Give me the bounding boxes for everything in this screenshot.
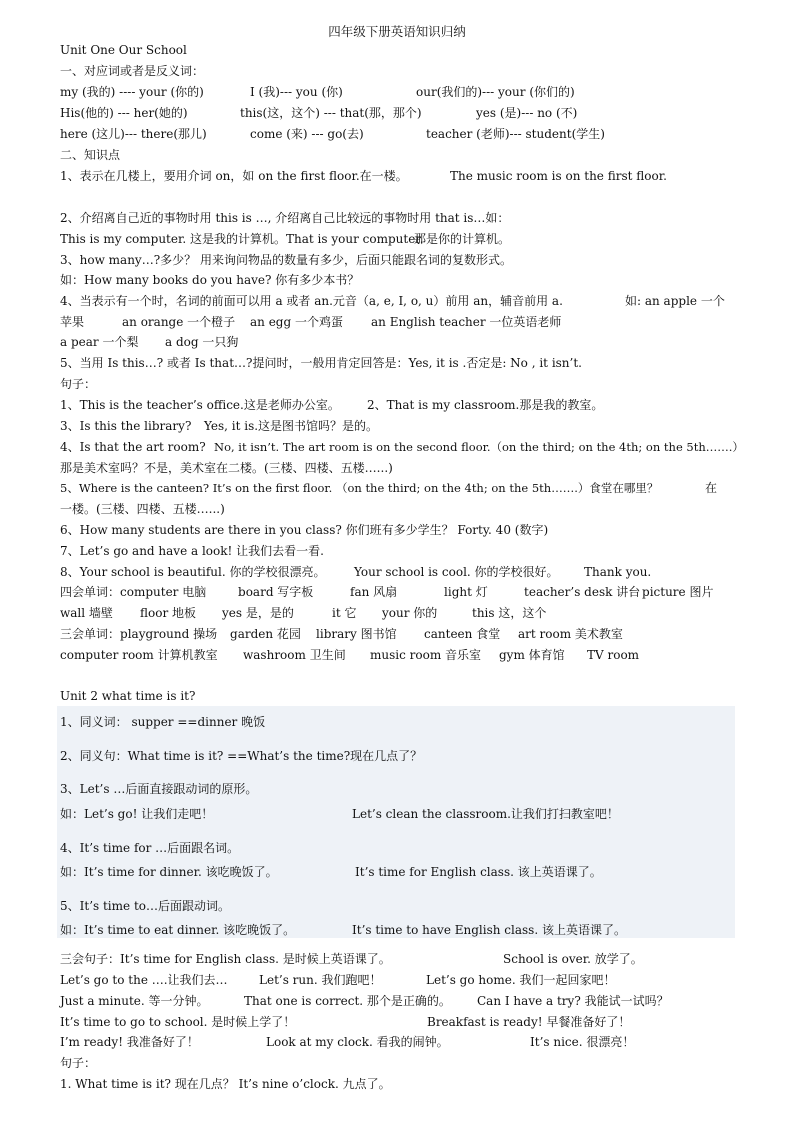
phrase-line (60, 972, 615, 988)
sentence: 5、Where is the canteen? It’s on the first floor. （on the third; on the 4th; on the 5th…….）食堂在哪里？ (60, 481, 659, 495)
opposite-pair: our(我们的)--- your (你们的) (416, 85, 575, 99)
example-text: 如：It’s time to eat dinner. 该吃晚饭了。 (60, 923, 296, 937)
example-text: Let’s clean the classroom.让我们打扫教室吧！ (352, 807, 619, 821)
vocab-item: fan 风扇 (350, 585, 398, 599)
vocab-item: computer room 计算机教室 (60, 648, 218, 662)
sentence: Yes, it is.这是图书馆吗？是的。 (204, 419, 379, 433)
sentence: 4、Is that the art room? (60, 440, 206, 454)
opposites-row (60, 105, 577, 121)
sentence: 3、Is this the library? (60, 419, 192, 433)
vocab-item: garden 花园 (230, 627, 301, 641)
grammar-point: 5、It’s time to…后面跟动词。 (60, 899, 230, 913)
vocab-label: 四会单词： (60, 585, 121, 599)
phrase: Look at my clock. 看我的闹钟。 (266, 1035, 449, 1049)
vocab-item: teacher’s desk 讲台 (524, 585, 641, 599)
sentence: 2、That is my classroom.那是我的教室。 (367, 398, 604, 412)
phrase: Just a minute. 等一分钟。 (60, 994, 209, 1008)
article-example: a dog 一只狗 (165, 335, 239, 349)
sentence-line: 1. What time is it? 现在几点？ It’s nine o’clock. 九点了。 (60, 1077, 391, 1091)
vocab-label: 三会单词： (60, 627, 121, 641)
phrase: It’s nice. 很漂亮！ (530, 1035, 635, 1049)
vocab-item: light 灯 (444, 585, 488, 599)
phrase-line (60, 1014, 630, 1030)
vocab-row (60, 605, 546, 621)
example-text: 如：It’s time for dinner. 该吃晚饭了。 (60, 865, 278, 879)
grammar-point: 1、同义词： supper ==dinner 晚饭 (60, 715, 266, 729)
sentence: Your school is cool. 你的学校很好。 (354, 565, 559, 579)
vocab-item: picture 图片 (642, 585, 714, 599)
unit2-heading: Unit 2 what time is it? (60, 689, 196, 703)
opposites-row (60, 84, 575, 100)
sentence-line: 那是美术室吗？不是，美术室在二楼。(三楼、四楼、五楼…...) (60, 461, 393, 475)
vocab-item: yes 是，是的 (222, 606, 294, 620)
phrase-line (60, 993, 669, 1009)
sentence-line (60, 439, 744, 455)
sentence-line (60, 480, 717, 496)
sentence-line (60, 564, 651, 580)
opposite-pair: this(这，这个) --- that(那，那个) (240, 106, 422, 120)
example-text: 如：Let’s go! 让我们走吧！ (60, 807, 214, 821)
grammar-example (60, 864, 602, 880)
vocab-item: canteen 食堂 (424, 627, 501, 641)
knowledge-point (60, 168, 667, 184)
vocab-item: playground 操场 (120, 627, 218, 641)
knowledge-example: The music room is on the first floor. (450, 169, 667, 183)
grammar-example (60, 922, 626, 938)
example-text: This is my computer. 这是我的计算机。That is your computer. (60, 232, 424, 246)
opposite-pair: my (我的) ---- your (你的) (60, 85, 204, 99)
phrases-label: 三会句子： (60, 952, 121, 966)
knowledge-example (60, 231, 510, 247)
phrase: School is over. 放学了。 (503, 952, 643, 966)
article-example: 苹果 (60, 315, 85, 329)
vocab-item: art room 美术教室 (518, 627, 623, 641)
phrase-line (60, 951, 643, 967)
phrase: That one is correct. 那个是正确的。 (244, 994, 451, 1008)
opposite-pair: come (来) --- go(去) (250, 127, 364, 141)
knowledge-example: 如：How many books do you have? 你有多少本书？ (60, 273, 360, 287)
phrase: Can I have a try? 我能试一试吗？ (477, 994, 669, 1008)
vocab-item: library 图书馆 (316, 627, 397, 641)
vocab-item: washroom 卫生间 (243, 648, 346, 662)
sentences-heading: 句子： (60, 1056, 97, 1070)
knowledge-heading: 二、知识点 (60, 148, 121, 162)
phrase-line (60, 1034, 634, 1050)
vocab-item: music room 音乐室 (370, 648, 482, 662)
sentences-heading: 句子： (60, 377, 97, 391)
vocab-row (60, 584, 713, 600)
knowledge-point: 5、当用 Is this…? 或者 Is that…?提问时，一般用肯定回答是：Yes, it is .否定是: No , it isn’t. (60, 356, 582, 370)
unit1-heading: Unit One Our School (60, 43, 187, 57)
sentence: No, it isn’t. The art room is on the second floor.（on the third; on the 4th; on the 5th…….） (214, 440, 744, 454)
vocab-row (60, 626, 623, 642)
knowledge-example: 如: an apple 一个 (625, 294, 725, 308)
sentence: 8、Your school is beautiful. 你的学校很漂亮。 (60, 565, 326, 579)
grammar-point: 4、It’s time for …后面跟名词。 (60, 841, 240, 855)
knowledge-text: 1、表示在几楼上，要用介词 on，如 on the first floor.在一楼。 (60, 169, 408, 183)
vocab-item: your 你的 (382, 606, 438, 620)
sentence-line: 一楼。(三楼、四楼、五楼…...) (60, 502, 225, 516)
knowledge-point: 3、how many…?多少？ 用来询问物品的数量有多少，后面只能跟名词的复数形式。 (60, 253, 512, 267)
vocab-row (60, 647, 639, 663)
phrase: It’s time for English class. 是时候上英语课了。 (120, 952, 391, 966)
vocab-item: computer 电脑 (120, 585, 207, 599)
vocab-item: gym 体育馆 (499, 648, 565, 662)
article-example: an egg 一个鸡蛋 (250, 315, 343, 329)
opposite-pair: here (这儿)--- there(那儿) (60, 127, 207, 141)
phrase: Let’s go to the ….让我们去… (60, 973, 228, 987)
phrase: Breakfast is ready! 早餐准备好了！ (427, 1015, 631, 1029)
sentence: 1、This is the teacher’s office.这是老师办公室。 (60, 398, 340, 412)
vocab-item: wall 墙壁 (60, 606, 113, 620)
opposite-pair: yes (是)--- no (不) (476, 106, 578, 120)
article-example: an English teacher 一位英语老师 (371, 315, 562, 329)
opposite-pair: I (我)--- you (你) (250, 85, 343, 99)
phrase: I’m ready! 我准备好了！ (60, 1035, 199, 1049)
vocab-item: board 写字板 (238, 585, 314, 599)
sentence-line (60, 418, 378, 434)
sentence: 在 (705, 481, 718, 495)
opposite-pair: teacher (老师)--- student(学生) (426, 127, 605, 141)
document-title: 四年级下册英语知识归纳 (328, 24, 466, 39)
sentence-line (60, 397, 603, 413)
phrase: It’s time to go to school. 是时候上学了！ (60, 1015, 296, 1029)
knowledge-point: 2、介绍离自己近的事物时用 this is …, 介绍离自己比较远的事物时用 that is…如： (60, 211, 510, 225)
sentence-line: 7、Let’s go and have a look! 让我们去看一看. (60, 544, 324, 558)
example-text: It’s time to have English class. 该上英语课了。 (352, 923, 626, 937)
vocab-item: floor 地板 (140, 606, 197, 620)
opposite-pair: His(他的) --- her(她的) (60, 106, 188, 120)
vocab-item: this 这，这个 (472, 606, 547, 620)
article-examples-row (60, 314, 561, 330)
vocab-item: it 它 (332, 606, 357, 620)
opposites-heading: 一、对应词或者是反义词： (60, 64, 205, 78)
article-example: a pear 一个梨 (60, 335, 139, 349)
vocab-item: TV room (587, 648, 640, 662)
sentence-line: 6、How many students are there in you class? 你们班有多少学生？ Forty. 40 (数字) (60, 523, 549, 537)
knowledge-text: 4、当表示有一个时，名词的前面可以用 a 或者 an.元音（a, e, I, o, u）前用 an，辅音前用 a. (60, 294, 563, 308)
grammar-example (60, 806, 619, 822)
sentence: Thank you. (584, 565, 652, 579)
opposites-row (60, 126, 605, 142)
knowledge-point (60, 293, 725, 309)
article-examples-row (60, 334, 238, 350)
example-text: It’s time for English class. 该上英语课了。 (355, 865, 602, 879)
example-text: 那是你的计算机。 (414, 232, 511, 246)
article-example: an orange 一个橙子 (122, 315, 236, 329)
grammar-point: 2、同义句：What time is it? ==What’s the time?现在几点了？ (60, 749, 423, 763)
grammar-point: 3、Let’s …后面直接跟动词的原形。 (60, 782, 258, 796)
phrase: Let’s go home. 我们一起回家吧！ (426, 973, 616, 987)
phrase: Let’s run. 我们跑吧！ (259, 973, 382, 987)
